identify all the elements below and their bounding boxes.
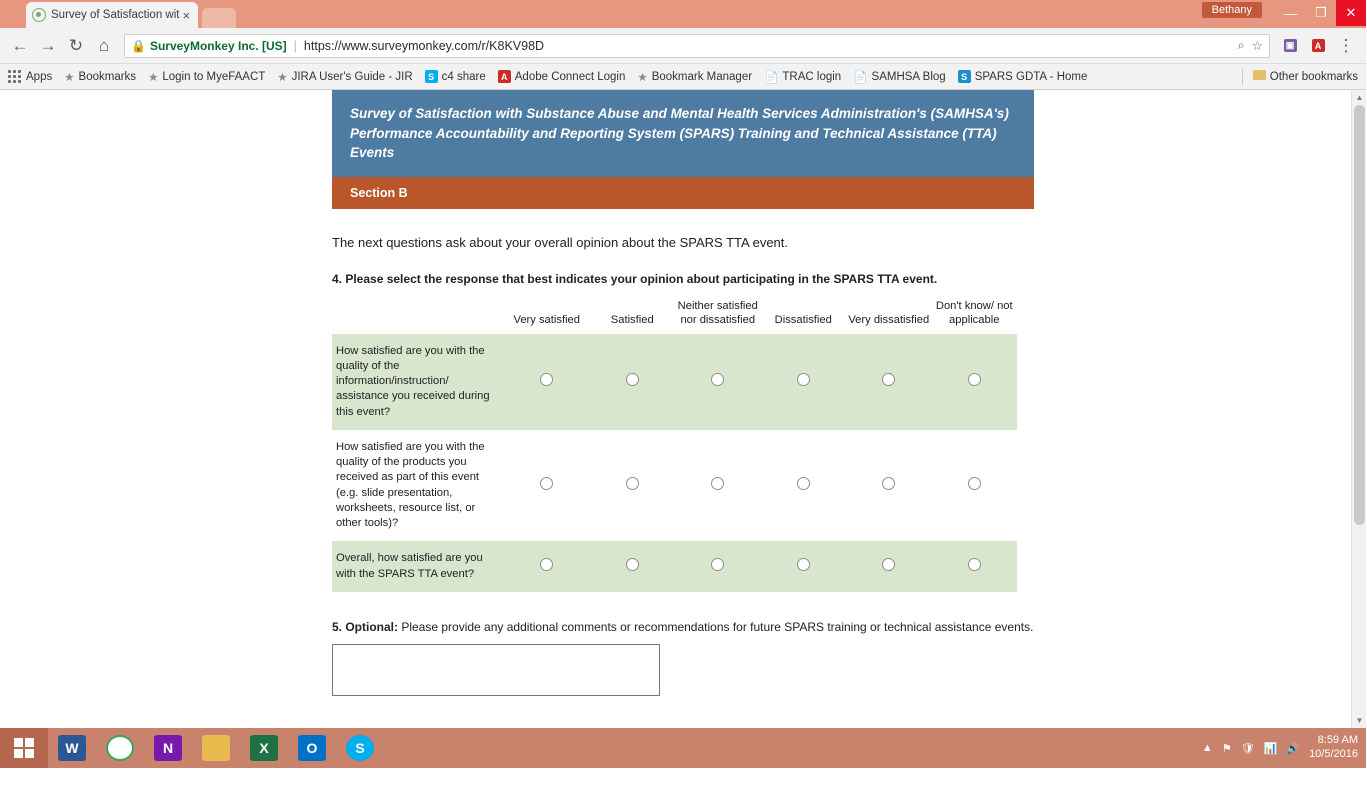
tab-title: Survey of Satisfaction wit xyxy=(51,9,180,21)
radio-cell-r3c6[interactable] xyxy=(932,541,1018,591)
radio-cell-r3c4[interactable] xyxy=(761,541,847,591)
lock-icon: 🔒 xyxy=(131,38,146,53)
radio-cell-r2c3[interactable] xyxy=(675,430,761,541)
clock[interactable] xyxy=(1309,734,1358,762)
bookmark-adobe-connect[interactable] xyxy=(498,70,626,83)
bookmark-spars-gdta[interactable] xyxy=(958,70,1088,83)
radio-button[interactable] xyxy=(797,373,810,386)
bookmark-label: SAMHSA Blog xyxy=(871,70,946,83)
windows-taskbar xyxy=(0,728,1366,768)
bookmark-bookmarks[interactable] xyxy=(64,70,136,84)
question-5-label xyxy=(332,620,1034,634)
scroll-up-arrow-icon[interactable]: ▲ xyxy=(1355,93,1364,102)
word-icon: W xyxy=(58,735,86,761)
radio-button[interactable] xyxy=(968,477,981,490)
site-identity-label[interactable]: SurveyMonkey Inc. [US] xyxy=(149,38,287,53)
bookmark-label: c4 share xyxy=(441,70,486,83)
extension-glyph-2: A xyxy=(1312,39,1325,52)
bookmarks-divider xyxy=(1242,69,1243,85)
radio-cell-r3c3[interactable] xyxy=(675,541,761,591)
address-bar[interactable] xyxy=(124,34,1270,58)
radio-button[interactable] xyxy=(711,558,724,571)
radio-cell-r1c6[interactable] xyxy=(932,334,1018,430)
bookmark-c4-share[interactable] xyxy=(425,70,486,83)
column-header-dont-know: Don't know/ not applicable xyxy=(935,299,1013,326)
question-5-text: Please provide any additional comments or recommendations for future SPARS training or technical assistance events. xyxy=(398,619,1034,634)
show-hidden-icons-icon[interactable]: ▲ xyxy=(1201,742,1213,754)
extension-icon-1[interactable] xyxy=(1276,32,1304,60)
matrix-body xyxy=(332,334,1017,592)
page-scrollbar[interactable] xyxy=(1351,90,1366,728)
taskbar-item-outlook[interactable] xyxy=(288,728,336,768)
row-label-overall: Overall, how satisfied are you with the SPARS TTA event? xyxy=(336,552,483,580)
radio-button[interactable] xyxy=(882,477,895,490)
bookmarks-bar xyxy=(0,64,1366,90)
section-label: Section B xyxy=(332,177,1034,209)
skype-icon: S xyxy=(346,735,374,761)
reload-icon[interactable]: ↻ xyxy=(68,35,84,55)
url-text[interactable]: https://www.surveymonkey.com/r/K8KV98D xyxy=(303,38,545,53)
back-icon[interactable]: ← xyxy=(11,35,29,55)
new-tab-button[interactable] xyxy=(202,8,236,28)
matrix-corner-cell xyxy=(332,298,504,334)
bookmark-label: SPARS GDTA - Home xyxy=(974,70,1088,83)
user-badge[interactable]: Bethany xyxy=(1202,2,1262,18)
bookmark-label: Adobe Connect Login xyxy=(514,70,626,83)
taskbar-item-skype[interactable] xyxy=(336,728,384,768)
radio-cell-r1c3[interactable] xyxy=(675,334,761,430)
radio-cell-r3c1[interactable] xyxy=(504,541,590,591)
matrix-header xyxy=(332,298,1017,334)
star-icon: ★ xyxy=(64,71,75,84)
taskbar-item-word[interactable] xyxy=(48,728,96,768)
question-5-prefix: 5. Optional: xyxy=(332,619,398,634)
minimize-button[interactable]: — xyxy=(1284,5,1298,21)
radio-cell-r1c2[interactable] xyxy=(590,334,676,430)
scrollbar-thumb[interactable] xyxy=(1354,105,1365,525)
other-bookmarks[interactable] xyxy=(1242,69,1358,85)
radio-button[interactable] xyxy=(626,477,639,490)
intro-text: The next questions ask about your overall opinion about the SPARS TTA event. xyxy=(332,234,788,250)
column-header-very-satisfied: Very satisfied xyxy=(513,313,581,326)
forward-icon[interactable]: → xyxy=(39,35,57,55)
radio-cell-r1c4[interactable] xyxy=(761,334,847,430)
question-4-label: 4. Please select the response that best indicates your opinion about participating in the SPARS TTA event. xyxy=(332,271,938,286)
radio-button[interactable] xyxy=(882,373,895,386)
battery-icon[interactable]: 📊 xyxy=(1263,742,1278,755)
radio-button[interactable] xyxy=(797,558,810,571)
radio-cell-r2c5[interactable] xyxy=(846,430,932,541)
system-tray xyxy=(1202,734,1366,762)
taskbar-item-chrome[interactable] xyxy=(96,728,144,768)
radio-cell-r2c6[interactable] xyxy=(932,430,1018,541)
bookmark-myefaact[interactable] xyxy=(148,70,265,84)
bookmark-manager[interactable] xyxy=(637,70,752,84)
radio-cell-r2c1[interactable] xyxy=(504,430,590,541)
survey-container xyxy=(332,90,1034,797)
radio-button[interactable] xyxy=(882,558,895,571)
start-button[interactable] xyxy=(0,728,48,768)
row-label-product-quality: How satisfied are you with the quality of the products you received as part of this event (e.g. slide presentation, worksheets, resource list, or other tools)? xyxy=(336,440,485,530)
other-bookmarks-label: Other bookmarks xyxy=(1269,70,1358,83)
scroll-down-arrow-icon[interactable]: ▼ xyxy=(1355,716,1364,725)
taskbar-item-excel[interactable] xyxy=(240,728,288,768)
radio-button[interactable] xyxy=(711,477,724,490)
radio-cell-r2c2[interactable] xyxy=(590,430,676,541)
column-header-dissatisfied: Dissatisfied xyxy=(774,313,832,326)
page-viewport xyxy=(0,90,1366,728)
taskbar-item-onenote[interactable] xyxy=(144,728,192,768)
bookmark-jira-guide[interactable] xyxy=(277,70,412,84)
windows-logo-icon xyxy=(14,738,34,758)
table-row xyxy=(332,334,1017,430)
onenote-icon: N xyxy=(154,735,182,761)
excel-icon: X xyxy=(250,735,278,761)
network-flag-icon[interactable]: ⚑ xyxy=(1221,742,1232,755)
home-icon[interactable]: ⌂ xyxy=(98,35,110,55)
bookmark-star-icon[interactable]: ☆ xyxy=(1251,39,1263,53)
bookmark-label: TRAC login xyxy=(782,70,842,83)
radio-button[interactable] xyxy=(626,558,639,571)
chrome-icon xyxy=(106,735,134,761)
radio-cell-r3c2[interactable] xyxy=(590,541,676,591)
extension-icon-2[interactable] xyxy=(1304,32,1332,60)
close-tab-icon[interactable]: × xyxy=(182,7,191,23)
radio-button[interactable] xyxy=(797,477,810,490)
radio-button[interactable] xyxy=(626,373,639,386)
outlook-icon: O xyxy=(298,735,326,761)
apps-shortcut[interactable] xyxy=(8,70,52,83)
title-bar xyxy=(0,0,1366,28)
close-window-button[interactable]: ✕ xyxy=(1336,0,1366,26)
bookmark-samhsa-blog[interactable] xyxy=(853,70,945,84)
column-header-satisfied: Satisfied xyxy=(610,313,654,326)
radio-button[interactable] xyxy=(711,373,724,386)
satisfaction-matrix xyxy=(332,298,1017,592)
radio-button[interactable] xyxy=(540,373,553,386)
window-controls xyxy=(1276,0,1366,26)
adobe-icon: A xyxy=(498,70,511,83)
skype-icon: S xyxy=(425,70,438,83)
radio-cell-r2c4[interactable] xyxy=(761,430,847,541)
radio-cell-r1c5[interactable] xyxy=(846,334,932,430)
maximize-button[interactable]: ❐ xyxy=(1315,5,1327,20)
volume-icon[interactable]: 🔊 xyxy=(1286,742,1301,755)
matrix-header-row xyxy=(332,298,1017,334)
star-icon: ★ xyxy=(277,71,288,84)
chrome-menu-icon[interactable]: ⋮ xyxy=(1337,35,1355,55)
page-icon: 📄 xyxy=(764,71,779,84)
survey-title: Survey of Satisfaction with Substance Abuse and Mental Health Services Administration's (SAMHSA's) Performance Accountability and Reporting System (SPARS) Training and Technical Assistance (TTA) Events xyxy=(332,90,1034,177)
bookmark-label: JIRA User's Guide - JIR xyxy=(291,70,413,83)
column-header-neither: Neither satisfied nor dissatisfied xyxy=(677,299,758,326)
security-shield-icon[interactable]: 🛡 xyxy=(1240,742,1255,755)
surveymonkey-favicon-icon xyxy=(32,8,46,22)
omnibox-divider: | xyxy=(293,38,297,53)
star-icon: ★ xyxy=(637,71,648,84)
file-explorer-icon xyxy=(202,735,230,761)
star-icon: ★ xyxy=(148,71,159,84)
bookmark-label: Login to MyeFAACT xyxy=(162,70,266,83)
radio-button[interactable] xyxy=(968,373,981,386)
zoom-icon[interactable]: ⌕ xyxy=(1237,38,1245,52)
sharepoint-icon: S xyxy=(958,70,971,83)
bookmark-label: Bookmarks xyxy=(78,70,137,83)
apps-grid-icon xyxy=(8,70,21,83)
comments-textarea[interactable] xyxy=(332,644,660,696)
taskbar-item-file-explorer[interactable] xyxy=(192,728,240,768)
table-row xyxy=(332,430,1017,541)
folder-icon xyxy=(1253,70,1266,83)
page-icon: 📄 xyxy=(853,71,868,84)
row-label-information-quality: How satisfied are you with the quality of the information/instruction/ assistance you received during this event? xyxy=(336,344,490,418)
navigation-toolbar xyxy=(0,28,1366,64)
clock-date: 10/5/2016 xyxy=(1309,748,1358,760)
survey-body xyxy=(332,209,1034,797)
radio-cell-r3c5[interactable] xyxy=(846,541,932,591)
apps-label: Apps xyxy=(26,70,53,83)
radio-button[interactable] xyxy=(540,558,553,571)
table-row xyxy=(332,541,1017,591)
bookmark-trac-login[interactable] xyxy=(764,70,841,84)
radio-button[interactable] xyxy=(540,477,553,490)
column-header-very-dissatisfied: Very dissatisfied xyxy=(848,313,930,326)
extension-glyph-1: ▣ xyxy=(1284,39,1297,52)
omnibox-actions xyxy=(1238,38,1263,53)
bookmark-label: Bookmark Manager xyxy=(651,70,753,83)
radio-button[interactable] xyxy=(968,558,981,571)
clock-time: 8:59 AM xyxy=(1317,734,1358,747)
browser-tab[interactable] xyxy=(26,2,198,28)
radio-cell-r1c1[interactable] xyxy=(504,334,590,430)
